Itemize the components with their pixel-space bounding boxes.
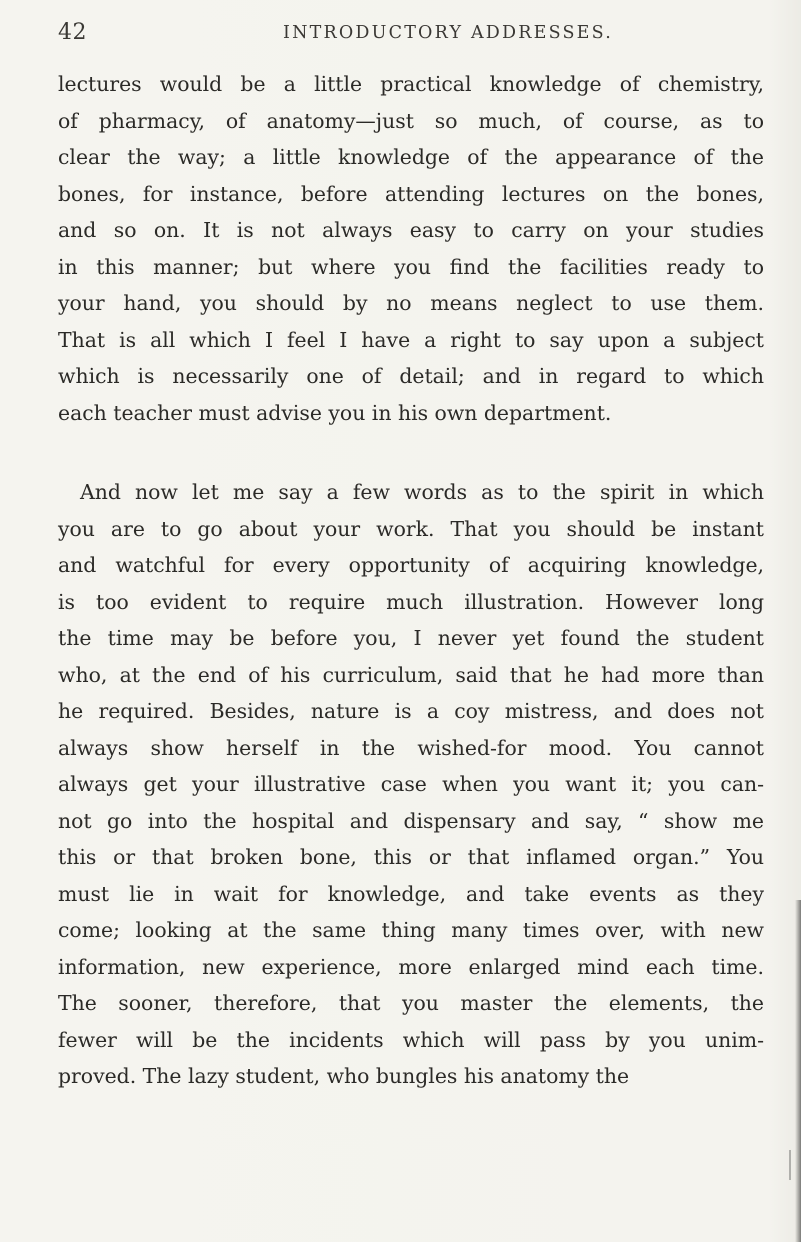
text-line: must lie in wait for knowledge, and take events as they bbox=[58, 881, 764, 906]
page-edge-shadow bbox=[795, 900, 801, 1242]
text-line: the time may be before you, I never yet found the student bbox=[58, 626, 764, 650]
text-line: lectures would be a little practical knowledge of chemistry, bbox=[58, 72, 764, 96]
text-line: always get your illustrative case when you want it; you can- bbox=[58, 772, 764, 796]
text-line: proved. The lazy student, who bungles his anatomy the bbox=[58, 1064, 630, 1088]
text-line: And now let me say a few words as to the spirit in which bbox=[80, 480, 764, 504]
text-line: The sooner, therefore, that you master the elements, the bbox=[58, 991, 764, 1015]
text-line: always show herself in the wished-for mood. You cannot bbox=[58, 735, 764, 760]
text-line: come; looking at the same thing many times over, with new bbox=[58, 918, 764, 942]
text-line: is too evident to require much illustration. However long bbox=[58, 589, 764, 614]
text-line: you are to go about your work. That you should be instant bbox=[58, 516, 764, 541]
text-line: fewer will be the incidents which will pass by you unim- bbox=[58, 1027, 764, 1052]
text-line: which is necessarily one of detail; and in regard to which bbox=[58, 364, 764, 388]
text-line: information, new experience, more enlarged mind each time. bbox=[58, 954, 764, 979]
page-number: 42 bbox=[58, 20, 87, 45]
text-line: and so on. It is not always easy to carry on your studies bbox=[58, 218, 764, 242]
text-line: your hand, you should by no means neglect to use them. bbox=[58, 291, 764, 315]
text-line: this or that broken bone, this or that inflamed organ.” You bbox=[58, 845, 764, 869]
paragraph-1 bbox=[58, 66, 764, 431]
text-line: in this manner; but where you find the facilities ready to bbox=[58, 254, 764, 279]
text-line: who, at the end of his curriculum, said that he had more than bbox=[58, 662, 764, 687]
text-line: he required. Besides, nature is a coy mistress, and does not bbox=[58, 699, 764, 723]
running-head bbox=[58, 20, 761, 52]
paragraph-2 bbox=[58, 474, 764, 1095]
text-line: and watchful for every opportunity of acquiring knowledge, bbox=[58, 553, 764, 577]
page-edge-mark bbox=[789, 1150, 791, 1180]
text-line: each teacher must advise you in his own department. bbox=[58, 400, 612, 425]
text-line: bones, for instance, before attending lectures on the bones, bbox=[58, 181, 764, 206]
text-line: clear the way; a little knowledge of the appearance of the bbox=[58, 145, 764, 169]
text-line: of pharmacy, of anatomy—just so much, of course, as to bbox=[58, 108, 764, 133]
text-line: That is all which I feel I have a right to say upon a subject bbox=[58, 327, 764, 352]
running-title: INTRODUCTORY ADDRESSES. bbox=[283, 23, 613, 43]
text-line: not go into the hospital and dispensary and say, “ show me bbox=[58, 808, 764, 833]
